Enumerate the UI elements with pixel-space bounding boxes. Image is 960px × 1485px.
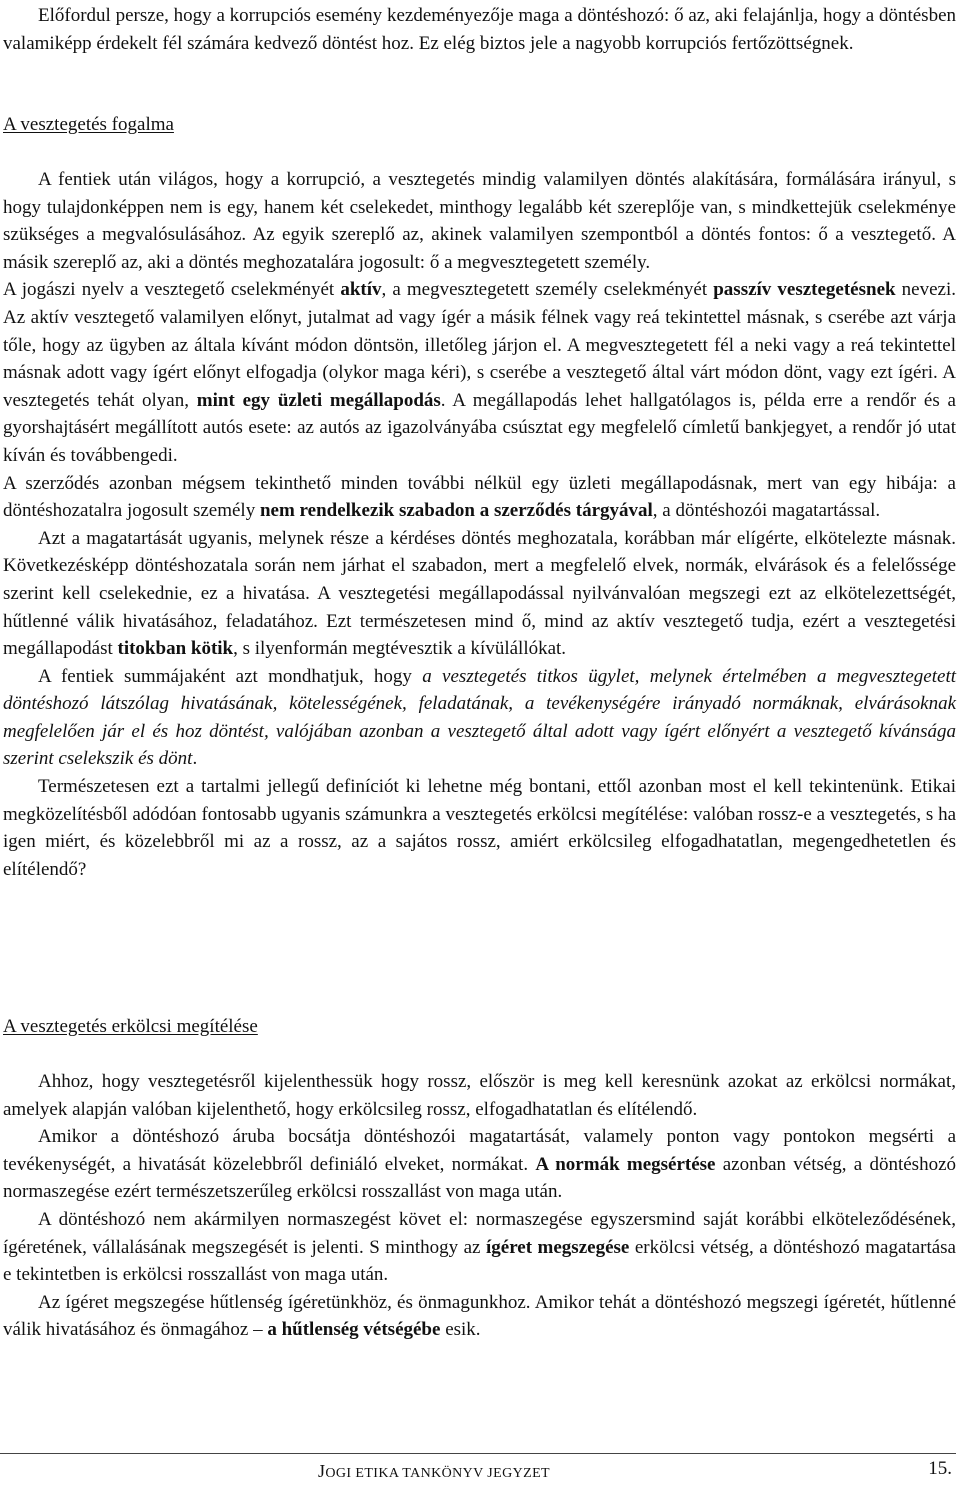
paragraph: A fentiek után világos, hogy a korrupció, a vesztegetés mindig valamilyen döntés alakítására, formálására irányul, s hogy tulajdonképpen nem is egy, hanem két cselekedet, minthogy legalább két szereplője van, s mindkettejük cselekménye szükséges a megvalósulásához. Az egyik szereplő az, akinek valamilyen szempontból a döntés fontos: ő a vesztegető. A másik szereplő az, aki a döntés meghozatalára jogosult: ő a megvesztegetett személy.: [3, 169, 956, 273]
paragraph: A szerződés azonban mégsem tekinthető minden további nélkül egy üzleti megállapodásnak, mert van egy hibája: a döntéshozatalra jogosult személy nem rendelkezik szabadon a szerződés tárgyával, a döntéshozói magatartással.: [3, 472, 956, 522]
page-number: 15.: [928, 1458, 952, 1479]
paragraph: Előfordul persze, hogy a korrupciós esemény kezdeményezője maga a döntéshozó: ő az, aki felajánlja, hogy a döntésben valamiképp érdekelt fél számára kedvező döntést hoz. Ez elég biztos jele a nagyobb korrupciós fertőzöttségnek.: [3, 5, 956, 54]
paragraph: Ahhoz, hogy vesztegetésről kijelenthessük hogy rossz, először is meg kell keresnünk azokat az erkölcsi normákat, amelyek alapján valóban kijelenthető, hogy erkölcsileg rossz, elfogadhatatlan és elítélendő.: [3, 1071, 956, 1120]
paragraph: A döntéshozó nem akármilyen normaszegést követ el: normaszegése egyszersmind saját korábbi elköteleződésének, ígéretének, vállalásának megszegését is jelenti. S minthogy az ígéret megszegése erkölcsi vétség, a döntéshozó magatartása e tekintetben is erkölcsi rosszallást von maga után.: [3, 1208, 956, 1286]
section-body-moral: [3, 1068, 956, 1344]
section-heading: A vesztegetés fogalma: [3, 114, 174, 135]
footer-title: JOGI ETIKA TANKÖNYV JEGYZET: [318, 1461, 550, 1481]
paragraph: Azt a magatartását ugyanis, melynek része a kérdéses döntés meghozatala, korábban már elígérte, elkötelezte másnak. Következésképp döntéshozatala során nem járhat el szabadon, mert a megfelelő elvek, normák, elvárások és a felelőssége szerint kell cselekednie, ez a hivatása. A vesztegetési megállapodással nyilvánvalóan megszegi ezt az elkötelezettségét, hűtlenné válik hivatásához, feladatához. Ezt természetesen mind ő, mind az aktív vesztegető tudja, ezért a vesztegetési megállapodást titokban kötik, s ilyenformán megtévesztik a kívülállókat.: [3, 527, 956, 660]
intro-paragraph: [3, 2, 956, 57]
paragraph: A fentiek summájaként azt mondhatjuk, hogy a vesztegetés titkos ügylet, melynek értelmében a megvesztegetett döntéshozó látszólag hivatásának, kötelességének, feladatának, a tevékenységére irányadó normáknak, elvárásoknak megfelelően jár el és hoz döntést, valójában azonban a vesztegető által adott vagy ígért előnyért a vesztegető kívánsága szerint cselekszik és dönt.: [3, 665, 956, 770]
section-body-definition: [3, 166, 956, 883]
paragraph: A jogászi nyelv a vesztegető cselekményét aktív, a megvesztegetett személy cselekményét passzív vesztegetésnek nevezi. Az aktív vesztegető valamilyen előnyt, jutalmat ad vagy ígér a másik félnek vagy reá tekintettel másnak, s cserébe azt várja tőle, hogy az ügyben az általa kívánt módon döntsön, illetőleg járjon el. A megvesztegetett fél a neki vagy a reá tekintettel másnak adott vagy ígért előnyt elfogadja (olykor maga kéri), s cserébe a vesztegető által várt módon dönt, vagy ezt ígéri. A vesztegetés tehát olyan, mint egy üzleti megállapodás. A megállapodás lehet hallgatólagos is, példa erre a rendőr és a gyorshajtásért megállított autós esete: az autós az igazolványába csúsztat egy megfelelő címletű bankjegyet, a rendőr jó utat kíván és továbbengedi.: [3, 279, 957, 466]
paragraph: Amikor a döntéshozó áruba bocsátja döntéshozói magatartását, valamely ponton vagy pontokon megsérti a tevékenységét, a hivatását közelebbről definiáló elveket, normákat. A normák megsértése azonban vétség, a döntéshozó normaszegése ezért természetszerűleg erkölcsi rosszallást von maga után.: [3, 1126, 956, 1203]
footer-divider: [0, 1453, 956, 1454]
paragraph: Az ígéret megszegése hűtlenség ígéretünkhöz, és önmagunkhoz. Amikor tehát a döntéshozó megszegi ígéretét, hűtlenné válik hivatásához és önmagához – a hűtlenség vétségébe esik.: [3, 1291, 956, 1341]
section-heading: A vesztegetés erkölcsi megítélése: [3, 1016, 258, 1037]
paragraph: Természetesen ezt a tartalmi jellegű definíciót ki lehetne még bontani, ettől azonban most el kell tekintenünk. Etikai megközelítésből adódóan fontosabb ugyanis számunkra a vesztegetés erkölcsi megítélése: valóban rossz-e a vesztegetés, s ha igen miért, és közelebbről mi az a rossz, az a sajátos rossz, amiért erkölcsileg elfogadhatatlan, megengedhetetlen és elítélendő?: [3, 776, 956, 880]
